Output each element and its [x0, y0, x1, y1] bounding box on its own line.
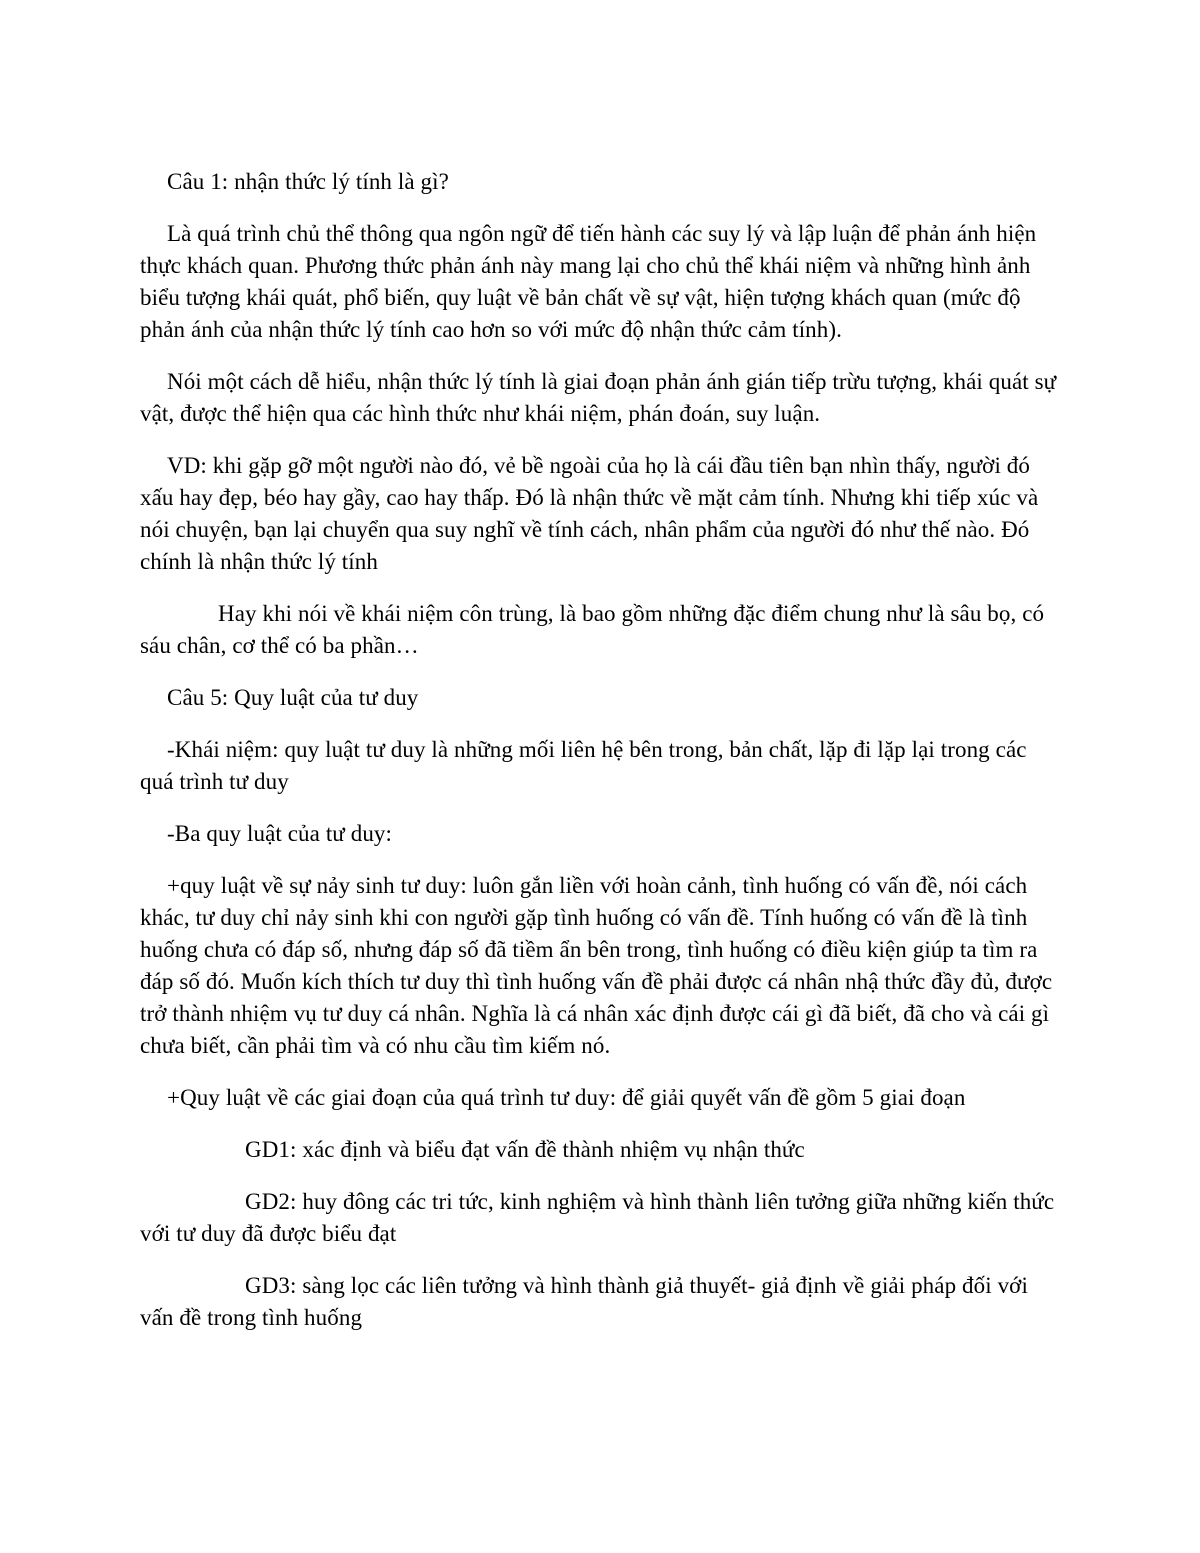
document-body — [140, 166, 1060, 1354]
question-1-heading: Câu 1: nhận thức lý tính là gì? — [167, 169, 449, 194]
definition-paragraph: Là quá trình chủ thể thông qua ngôn ngữ để tiến hành các suy lý và lập luận để phản ánh hiện thực khách quan. Phương thức phản ánh này mang lại cho chủ thể khái niệm và những hình ảnh biểu tượng khái quát, phổ biến, quy luật về bản chất về sự vật, hiện tượng khách quan (mức độ phản ánh của nhận thức lý tính cao hơn so với mức độ nhận thức cảm tính). — [140, 221, 1037, 342]
three-laws-heading: -Ba quy luật của tư duy: — [167, 821, 393, 846]
stage-2-paragraph: GD2: huy đông các tri tức, kinh nghiệm và hình thành liên tưởng giữa những kiến thức với tư duy đã được biểu đạt — [140, 1189, 1055, 1246]
question-5-heading: Câu 5: Quy luật của tư duy — [167, 685, 419, 710]
law-emergence-paragraph: +quy luật về sự nảy sinh tư duy: luôn gắn liền với hoàn cảnh, tình huống có vấn đề, nói cách khác, tư duy chỉ nảy sinh khi con người gặp tình huống có vấn đề. Tính huống có vấn đề là tình huống chưa có đáp số, nhưng đáp số đã tiềm ẩn bên trong, tình huống có điều kiện giúp ta tìm ra đáp số đó. Muốn kích thích tư duy thì tình huống vấn đề phải được cá nhân nhậ thức đầy đủ, được trở thành nhiệm vụ tư duy cá nhân. Nghĩa là cá nhân xác định được cái gì đã biết, đã cho và cái gì chưa biết, cần phải tìm và có nhu cầu tìm kiếm nó. — [140, 873, 1053, 1058]
stage-1-paragraph: GD1: xác định và biểu đạt vấn đề thành nhiệm vụ nhận thức — [245, 1137, 805, 1162]
insect-example-paragraph: Hay khi nói về khái niệm côn trùng, là bao gồm những đặc điểm chung như là sâu bọ, có sáu chân, cơ thể có ba phần… — [140, 601, 1045, 658]
law-stages-paragraph: +Quy luật về các giai đoạn của quá trình tư duy: để giải quyết vấn đề gồm 5 giai đoạn — [167, 1085, 966, 1110]
stage-3-paragraph: GD3: sàng lọc các liên tưởng và hình thành giả thuyết- giả định về giải pháp đối với vấn đề trong tình huống — [140, 1273, 1028, 1330]
explanation-paragraph: Nói một cách dễ hiểu, nhận thức lý tính là giai đoạn phản ánh gián tiếp trừu tượng, khái quát sự vật, được thể hiện qua các hình thức như khái niệm, phán đoán, suy luận. — [140, 369, 1057, 426]
example-paragraph: VD: khi gặp gỡ một người nào đó, vẻ bề ngoài của họ là cái đầu tiên bạn nhìn thấy, người đó xấu hay đẹp, béo hay gầy, cao hay thấp. Đó là nhận thức về mặt cảm tính. Nhưng khi tiếp xúc và nói chuyện, bạn lại chuyển qua suy nghĩ về tính cách, nhân phẩm của người đó như thế nào. Đó chính là nhận thức lý tính — [140, 453, 1039, 574]
concept-paragraph: -Khái niệm: quy luật tư duy là những mối liên hệ bên trong, bản chất, lặp đi lặp lại trong các quá trình tư duy — [140, 737, 1027, 794]
